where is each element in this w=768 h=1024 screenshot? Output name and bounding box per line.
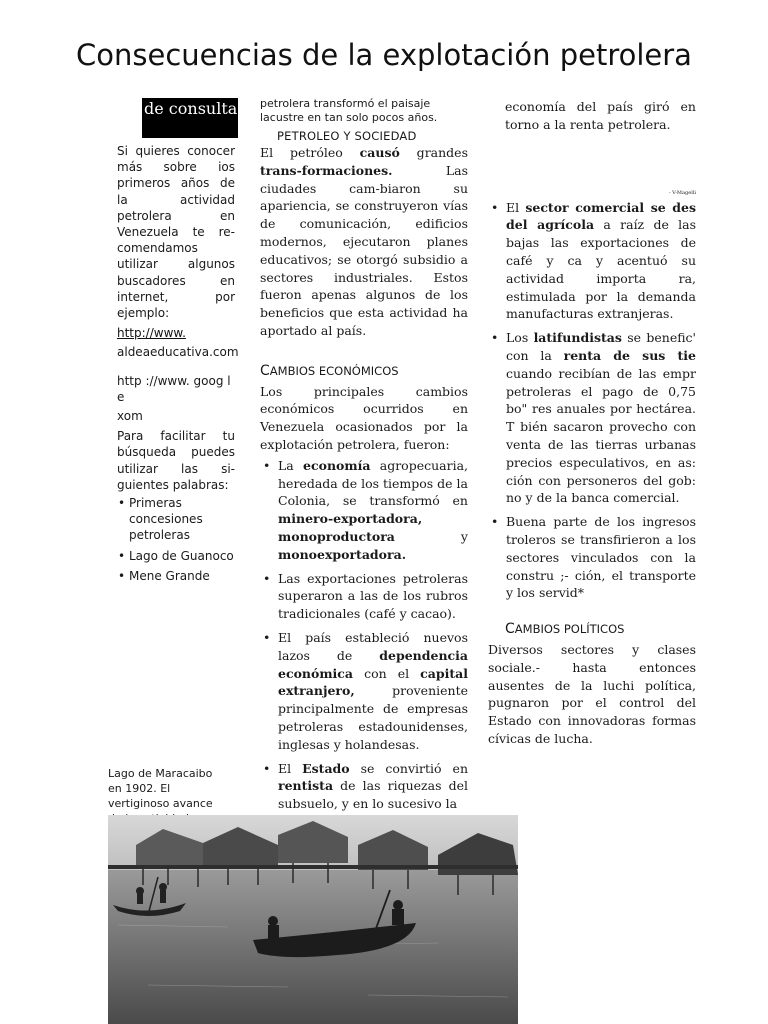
text: grandes bbox=[399, 145, 468, 160]
text-bold: capital extranjero, bbox=[278, 665, 468, 699]
list-item: • Las exportaciones petroleras superaron a las de los rubros tradicionales (café y cacao). bbox=[278, 570, 468, 623]
photo-credit: - V-Magelli bbox=[668, 189, 696, 196]
sidebar-consulta bbox=[117, 143, 239, 588]
text: se benefic' con la bbox=[506, 330, 696, 363]
list-item bbox=[506, 199, 696, 324]
link-aldea-prefix[interactable]: http://www. bbox=[117, 326, 186, 341]
text-bold: latifundistas bbox=[533, 330, 622, 346]
text-bold: renta de sus tie bbox=[563, 347, 696, 363]
text: El bbox=[278, 760, 303, 776]
text-bold: rentista bbox=[278, 778, 334, 794]
keyword-item: • Lago de Guanoco bbox=[129, 548, 235, 564]
text: El país estableció nuevos lazos de bbox=[278, 629, 468, 663]
heading-rest: AMBIOS ECONÓMICOS bbox=[269, 363, 399, 378]
section-cambios-politicos bbox=[488, 620, 696, 639]
text: de las riquezas del subsuelo, y en lo sucesivo la bbox=[278, 778, 468, 812]
page-title: Consecuencias de la explotación petrolera bbox=[76, 38, 692, 72]
text: La bbox=[278, 457, 304, 473]
list-item bbox=[278, 760, 468, 813]
text-bold: economía bbox=[303, 457, 371, 473]
photo-caption: Lago de Maracaibo en 1902. El vertiginoso avance bbox=[108, 767, 213, 810]
text-bold: trans-formaciones. bbox=[260, 162, 393, 178]
text: cuando recibían de las empr petroleras el pago de 0,75 bo" res anuales por hectárea. T bién sacaron provecho con venta de las tierras urbanas precios especulativos, en as: ción con personeros del gob: no y de la banca comercial. bbox=[506, 365, 696, 506]
heading-initial: C bbox=[260, 362, 270, 379]
economic-changes-list bbox=[260, 457, 468, 813]
consulta-badge: de consulta bbox=[142, 98, 238, 138]
text-bold: monoexportadora. bbox=[278, 546, 407, 562]
list-item bbox=[278, 457, 468, 564]
keyword-item: • Primeras concesiones petroleras bbox=[129, 495, 235, 544]
text: con el bbox=[353, 665, 421, 681]
lake-maracaibo-photo bbox=[108, 815, 518, 1024]
paragraph-politicos: Diversos sectores y clases sociale.- hasta entonces ausentes de la luchi política, pugnaron por el control del Estado con innovadoras formas cívicas de lucha. bbox=[488, 641, 696, 746]
text-bold: minero-exportadora, monoproductora bbox=[278, 511, 423, 544]
column-3 bbox=[488, 98, 696, 748]
text-bold: dependencia económica bbox=[278, 647, 468, 681]
text: proveniente principalmente de empresas petroleras estadounidenses, inglesas y holandesas. bbox=[278, 683, 468, 752]
keyword-list bbox=[117, 495, 235, 584]
caption-continued: petrolera transformó el paisaje lacustre en tan solo pocos años. bbox=[260, 97, 438, 124]
economic-changes-list-cont bbox=[488, 199, 696, 603]
link-google[interactable] bbox=[117, 373, 235, 425]
section-cambios-economicos bbox=[260, 362, 468, 381]
list-item bbox=[506, 329, 696, 507]
link-google-line1[interactable]: http ://www. goog l e bbox=[117, 373, 231, 404]
list-item bbox=[278, 629, 468, 754]
text: y bbox=[394, 528, 468, 544]
text-bold: causó bbox=[359, 145, 400, 160]
heading-initial: C bbox=[505, 621, 515, 638]
text: El bbox=[506, 199, 526, 215]
text: El petróleo bbox=[260, 145, 360, 160]
paragraph-continued: economía del país giró en torno a la renta petrolera. bbox=[505, 99, 696, 132]
keyword-item: • Mene Grande bbox=[129, 568, 235, 584]
paragraph-sociedad bbox=[260, 144, 468, 340]
text-bold: Estado bbox=[302, 760, 350, 776]
link-aldea-domain[interactable]: aldeaeducativa.com bbox=[117, 345, 239, 360]
text: se convirtió en bbox=[349, 760, 468, 776]
section-petroleo-sociedad: PETROLEO Y SOCIEDAD bbox=[277, 129, 417, 143]
sidebar-intro: Si quieres conocer más sobre ios primeros años de la actividad petrolera en Venezuela te re-comendamos utilizar algunos buscadores en internet, por ejemplo: bbox=[117, 144, 235, 321]
text-bold: sector comercial se des del agrícola bbox=[506, 199, 696, 233]
link-aldea[interactable] bbox=[117, 325, 239, 360]
text: agropecuaria, heredada de los tiempos de la Colonia, se transformó en bbox=[278, 457, 468, 509]
link-google-line2[interactable]: xom bbox=[117, 409, 143, 424]
text: Los bbox=[506, 330, 534, 346]
column-2 bbox=[260, 97, 468, 819]
text: Las ciudades cam-biaron su apariencia, se construyeron vías de comunicación, edificios modernos, ejecutaron planes educativos; se otorgó subsidio a sectores industriales. Estos fueron apenas algunos de los beneficios que esta actividad ha aportado al país. bbox=[260, 162, 468, 338]
list-item: • Buena parte de los ingresos troleros se transfirieron a los sectores vinculados con la constru ;- ción, el transporte y los servid* bbox=[506, 513, 696, 602]
paragraph-economicos-intro: Los principales cambios económicos ocurridos en Venezuela ocasionados por la explotación petrolera, fueron: bbox=[260, 383, 468, 452]
text: a raíz de las bajas las exportaciones de café y ca y acentuó su actividad importa ra, estimulada por la demanda manufacturas extranjeras. bbox=[506, 217, 697, 322]
heading-rest: AMBIOS POLÍTICOS bbox=[514, 622, 625, 637]
search-intro: Para facilitar tu búsqueda puedes utilizar las si-guientes palabras: bbox=[117, 429, 235, 492]
